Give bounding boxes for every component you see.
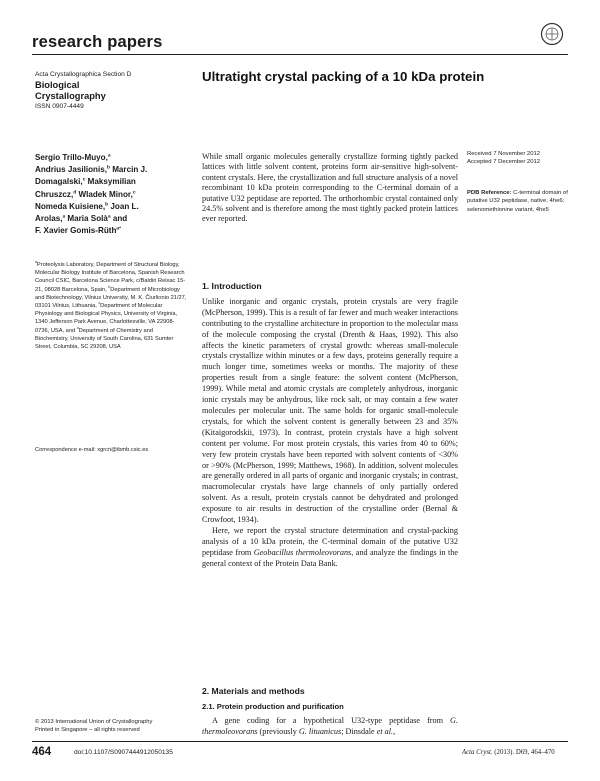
methods-subheading: 2.1. Protein production and purification (202, 701, 344, 711)
header-rule (32, 54, 568, 55)
journal-block: Acta Crystallographica Section D Biological Crystallography ISSN 0907-4449 (35, 71, 132, 110)
introduction-section (202, 281, 458, 570)
pdb-reference: PDB Reference: C-terminal domain of putative U32 peptidase, native, 4he6; selenomethionine variant, 4he5 (467, 190, 568, 213)
correspondence: Correspondence e-mail: xgrcri@ibmb.csic.es (35, 447, 149, 453)
paper-title: Ultratight crystal packing of a 10 kDa protein (202, 69, 485, 84)
section-header: research papers (32, 33, 163, 51)
doi: doi:10.1107/S0907444912050135 (74, 749, 173, 756)
page-number: 464 (32, 746, 52, 758)
journal-logo-icon (540, 22, 564, 46)
author-list: Sergio Trillo-Muyo,$^a$ Andrius Jasilionis,$^b$ Marcin J. Domagalski,$^c$ Maksymilian Chruszcz,$^d$ Wladek Minor,$^c$ Nomeda Kuisiene,$^b$ Joan L. Arolas,$^a$ Maria Solà$^a$ and F. Xavier Gomis-Rüth$^{a*}$ (35, 153, 148, 236)
copyright: © 2013 International Union of Crystallography Printed in Singapore – all rights reserved (35, 719, 153, 734)
citation: Acta Cryst. (2013). D69, 464–470 (462, 749, 555, 756)
footer-rule (32, 741, 568, 742)
methods-section (202, 686, 458, 738)
methods-heading: 2. Materials and methods (202, 686, 305, 696)
dates: Received 7 November 2012 Accepted 7 December 2012 (467, 151, 541, 166)
abstract: While small organic molecules generally crystallize forming tightly packed lattices with little solvent content, proteins form air-sensitive high-solvent-content crystals. Here, the crystallization and full structure analysis of a novel recombinant 10 kDa protein corresponding to the C-terminal domain of a putative U32 peptidase are reported. The orthorhombic crystal contained only 24.5% solvent and is therefore among the most tightly packed protein lattices ever reported. (202, 152, 458, 224)
methods-paragraph-1: A gene coding for a hypothetical U32-type peptidase from G. thermoleovorans (previously G. lituanicus; Dinsdale et al., (202, 715, 458, 736)
intro-paragraph-2: Here, we report the crystal structure determination and crystal-packing analysis of a 10 kDa protein, the C-terminal domain of the putative U32 peptidase from Geobacillus thermoleovorans, and analyze the findings in the general context of the Protein Data Bank. (202, 525, 458, 568)
intro-paragraph-1: Unlike inorganic and organic crystals, protein crystals are very fragile (McPherson, 1999). This is a result of far fewer and much weaker interactions contributing to the crystalline architecture in proportion to the molecular mass of the molecule composing the crystal (Drenth & Haas, 1992). This also affects the kinetic parameters of crystal growth: whereas small-molecule crystals crystallize within minutes or a few days, proteins generally require a much longer time, sometimes weeks or months. The majority of these properties result from a single feature: the solvent content (McPherson, 1999). While metal and atomic crystals are completely anhydrous, inorganic ionic crystals may be anhydrous, like rock salt, or may contain a few water molecules per molecular unit. The same holds for organic small-molecule crystals, for which the solvent content is generally between 23 and 35% (Kitaigorodskii, 1973). In contrast, protein crystals have a high solvent content per volume. For most protein crystals, this varies from 40 to 60%; very few protein crystals have been reported with solvent contents of <30% or >90% (McPherson, 1999; Matthews, 1968). In addition, solvent molecules are generally ordered in all parts of organic and inorganic crystals; in contrast, macromolecular crystals have large channels of only partially ordered solvent. As a result, protein crystals cannot be dehydrated and prolonged exposure to air results in destruction of the crystalline order (Bernal & Crowfoot, 1934). (202, 296, 459, 525)
intro-heading: 1. Introduction (202, 281, 262, 291)
affiliations: $^a$Proteolysis Laboratory, Department of Structural Biology, Molecular Biology Institute of Barcelona, Spanish Research Council CSIC, Barcelona Science Park, c/Baldiri Reixac 15-21, 08028 Barcelona, Spain, $^b$Department of Microbiology and Biotechnology, Vilnius University, M. K. Čiurlionio 21/27, 03101 Vilnius, Lithuania, $^c$Department of Molecular Physiology and Biological Physics, University of Virginia, 1340 Jefferson Park Avenue, Charlottesville, VA 22908-0736, USA, and $^d$Department of Chemistry and Biochemistry, University of South Carolina, 631 Sumter Street, Columbia, SC 29208, USA (35, 260, 187, 351)
